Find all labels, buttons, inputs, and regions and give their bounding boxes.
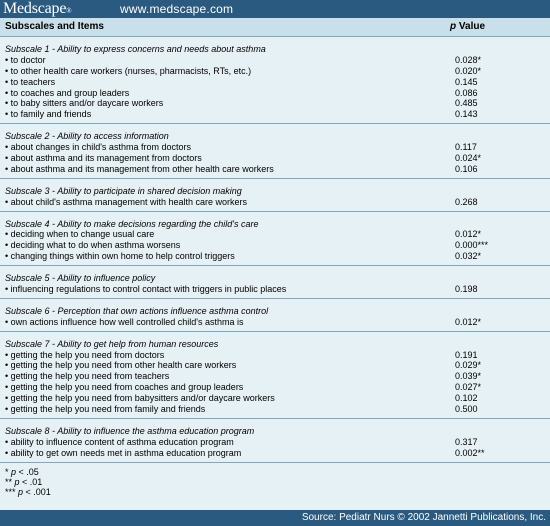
table-row (0, 437, 550, 448)
p-value: 0.485 (455, 98, 478, 109)
significance-note: ** p < .01 (5, 476, 43, 487)
table-row (0, 448, 550, 459)
p-value: 0.012* (455, 229, 482, 240)
p-value: 0.039* (455, 371, 482, 382)
table-row (0, 317, 550, 328)
subscale-title-row (0, 426, 550, 437)
subscale-section (0, 179, 550, 212)
table-row (0, 66, 550, 77)
p-value: 0.106 (455, 163, 478, 174)
item-label: • to family and friends (5, 109, 92, 120)
p-value: 0.143 (455, 109, 478, 120)
p-value: 0.117 (455, 142, 477, 153)
table-row (0, 404, 550, 415)
p-value: 0.086 (455, 87, 478, 98)
table-row (0, 229, 550, 240)
item-label: • changing things within own home to help control triggers (5, 251, 235, 262)
p-value: 0.198 (455, 284, 478, 295)
item-label: • to teachers (5, 76, 56, 87)
item-label: • about child's asthma management with health care workers (5, 196, 247, 207)
item-label: • deciding when to change usual care (5, 229, 155, 240)
subscale-title: Subscale 3 - Ability to participate in shared decision making (5, 185, 242, 196)
table-row (0, 382, 550, 393)
table-row (0, 240, 550, 251)
item-label: • own actions influence how well controlled child's asthma is (5, 316, 244, 327)
item-label: • to doctor (5, 54, 46, 65)
table-body (0, 37, 550, 497)
item-label: • getting the help you need from doctors (5, 349, 165, 360)
subscale-title: Subscale 6 - Perception that own actions influence asthma control (5, 305, 269, 316)
item-label: • to coaches and group leaders (5, 87, 130, 98)
item-label: • influencing regulations to control contact with triggers in public places (5, 284, 287, 295)
medscape-logo[interactable]: Medscape® (3, 0, 72, 17)
item-label: • getting the help you need from babysitters and/or daycare workers (5, 393, 275, 404)
subscale-title-row (0, 306, 550, 317)
subscale-section (0, 212, 550, 267)
subscale-title-row (0, 273, 550, 284)
subscale-title-row (0, 219, 550, 230)
subscale-title: Subscale 4 - Ability to make decisions regarding the child's care (5, 218, 259, 229)
item-label: • to other health care workers (nurses, pharmacists, RTs, etc.) (5, 65, 252, 76)
p-value: 0.028* (455, 54, 482, 65)
item-label: • ability to get own needs met in asthma education program (5, 447, 242, 458)
table-row (0, 153, 550, 164)
subscale-title-row (0, 44, 550, 55)
subscale-section (0, 37, 550, 124)
p-value: 0.000*** (455, 240, 489, 251)
subscale-section (0, 332, 550, 419)
subscale-title: Subscale 7 - Ability to get help from human resources (5, 338, 219, 349)
item-label: • getting the help you need from other health care workers (5, 360, 237, 371)
site-url-link[interactable]: www.medscape.com (120, 2, 234, 16)
table-row (0, 164, 550, 175)
table-row (0, 77, 550, 88)
table-row (0, 360, 550, 371)
p-value: 0.191 (455, 349, 478, 360)
subscale-section (0, 124, 550, 179)
item-label: • about asthma and its management from doctors (5, 153, 202, 164)
table-row (0, 284, 550, 295)
subscale-title: Subscale 2 - Ability to access information (5, 131, 169, 142)
p-value: 0.317 (455, 436, 478, 447)
item-label: • getting the help you need from family and friends (5, 404, 206, 415)
subscale-section (0, 266, 550, 299)
subscale-title-row (0, 186, 550, 197)
subscale-title: Subscale 5 - Ability to influence policy (5, 273, 156, 284)
p-value: 0.029* (455, 360, 482, 371)
table-row (0, 109, 550, 120)
item-label: • deciding what to do when asthma worsens (5, 240, 181, 251)
item-label: • about asthma and its management from other health care workers (5, 163, 274, 174)
subscale-title: Subscale 1 - Ability to express concerns and needs about asthma (5, 44, 266, 54)
significance-note: *** p < .001 (5, 486, 51, 497)
registered-mark: ® (66, 7, 72, 15)
subscale-title-row (0, 339, 550, 350)
item-label: • to baby sitters and/or daycare workers (5, 98, 164, 109)
source-footer (0, 510, 550, 526)
item-label: • ability to influence content of asthma education program (5, 436, 234, 447)
p-value: 0.024* (455, 153, 482, 164)
p-value: 0.002** (455, 447, 485, 458)
p-value: 0.102 (455, 393, 478, 404)
header-p-value: p Value (450, 21, 486, 32)
p-value: 0.268 (455, 196, 478, 207)
significance-notes (0, 463, 550, 497)
p-value: 0.027* (455, 382, 482, 393)
brand-bar (0, 0, 550, 18)
table-row (0, 142, 550, 153)
p-value: 0.032* (455, 251, 482, 262)
item-label: • getting the help you need from teachers (5, 371, 170, 382)
table-header (0, 18, 550, 37)
subscale-title-row (0, 131, 550, 142)
significance-note: * p < .05 (5, 466, 39, 477)
source-citation: Source: Pediatr Nurs © 2002 Jannetti Publications, Inc. (301, 512, 546, 523)
p-value: 0.012* (455, 316, 482, 327)
table-row (0, 98, 550, 109)
item-label: • getting the help you need from coaches and group leaders (5, 382, 244, 393)
table-row (0, 197, 550, 208)
table-row (0, 393, 550, 404)
p-value: 0.145 (455, 76, 478, 87)
subscale-section (0, 419, 550, 463)
table-row (0, 371, 550, 382)
header-subscales-items: Subscales and Items (5, 21, 104, 32)
item-label: • about changes in child's asthma from doctors (5, 142, 191, 153)
subscale-title: Subscale 8 - Ability to influence the asthma education program (5, 425, 255, 436)
p-value: 0.020* (455, 65, 482, 76)
p-value: 0.500 (455, 404, 478, 415)
table-row (0, 350, 550, 361)
subscale-section (0, 299, 550, 332)
table-row (0, 251, 550, 262)
table-row (0, 88, 550, 99)
table-row (0, 55, 550, 66)
